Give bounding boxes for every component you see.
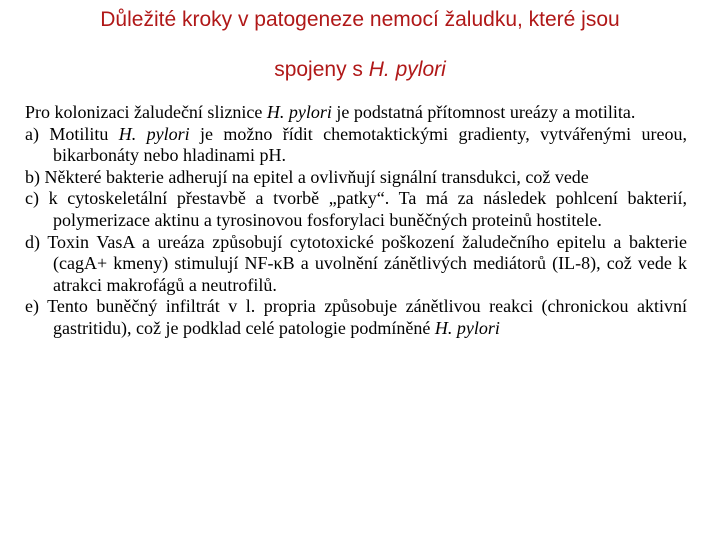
title-text: spojeny s [274,58,369,81]
list-item-d: d) Toxin VasA a ureáza způsobují cytotoxické poškození žaludečního epitelu a bakterie (cagA+ kmeny) stimulují NF-κB a uvolnění zánětlivých mediátorů (IL-8), což vede k atrakci makrofágů a neutrofilů. [25,231,687,295]
organism-name: H. pylori [266,102,332,122]
slide-title-line-2 [0,58,720,82]
organism-name: H. pylori [118,123,190,144]
slide-title-line-1: Důležité kroky v patogeneze nemocí žaludku, které jsou [100,8,620,31]
list-item-e: e) Tento buněčný infiltrát v l. propria způsobuje zánětlivou reakci (chronickou aktivní gastritidu), což je podklad celé patologie podmíněné H. pylori [25,296,687,338]
list-item-b: b) Některé bakterie adherují na epitel a ovlivňují signální transdukci, což vede [25,166,589,187]
list-item-c: c) k cytoskeletální přestavbě a tvorbě „patky“. Ta má za následek pohlcení bakterií, polymerizace aktinu a tyrosinovou fosforylaci buněčných proteinů hostitele. [25,188,687,230]
title-organism-name: H. pylori [368,58,446,81]
slide-body [25,102,687,340]
list-item-a: a) Motilitu H. pylori je možno řídit chemotaktickými gradienty, vytvářenými ureou, bikarbonáty nebo hladinami pH. [25,123,687,166]
organism-name: H. pylori [434,317,500,338]
paragraph-intro: Pro kolonizaci žaludeční sliznice H. pylori je podstatná přítomnost ureázy a motilita. [25,102,636,122]
